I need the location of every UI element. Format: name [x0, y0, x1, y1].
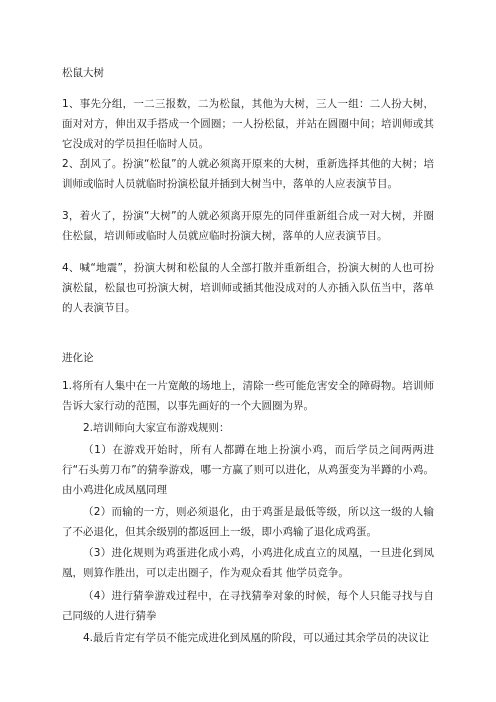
section-title-evolution: 进化论: [62, 352, 94, 364]
paragraph-evolution-7: 4.最后肯定有学员不能完成进化到凤凰的阶段，可以通过其余学员的决议让: [83, 632, 430, 644]
paragraph-evolution-2: 2.培训师向大家宣布游戏规则：: [83, 422, 230, 434]
paragraph-evolution-5: （3）进化规则为鸡蛋进化成小鸡，小鸡进化成直立的凤凰，一旦进化到凤凰，则算作胜出，可以走出圈子，作为观众看其 他学员竞争。: [62, 547, 434, 579]
paragraph-squirrel-3: 3，着火了，扮演“大树”的人就必须离开原先的同伴重新组合成一对大树，并圈住松鼠，培训师或临时人员就应临时扮演大树，落单的人应表演节目。: [62, 210, 434, 242]
paragraph-evolution-3: （1）在游戏开始时，所有人都蹲在地上扮演小鸡，而后学员之间两两进行“石头剪刀布”的猜拳游戏，哪一方赢了则可以进化，从鸡蛋变为半蹲的小鸡。由小鸡进化成凤凰同理: [62, 444, 434, 496]
paragraph-evolution-4: （2）而输的一方，则必须退化，由于鸡蛋是最低等级，所以这一级的人输了不必退化，但其余级别的都返回上一级，即小鸡输了退化成鸡蛋。: [62, 506, 434, 538]
paragraph-evolution-6: （4）进行猜拳游戏过程中，在寻找猜拳对象的时候，每个人只能寻找与自己同级的人进行猜拳: [62, 590, 434, 622]
paragraph-squirrel-1: 1、事先分组，一二三报数，二为松鼠，其他为大树，三人一组：二人扮大树，面对对方，伸出双手搭成一个圆圈；一人扮松鼠，并站在圆圈中间；培训师或其它没成对的学员担任临时人员。: [62, 98, 434, 150]
paragraph-squirrel-4: 4、喊“地震”，扮演大树和松鼠的人全部打散并重新组合，扮演大树的人也可扮演松鼠，松鼠也可扮演大树，培训师或插其他没成对的人亦插入队伍当中，落单的人表演节目。: [62, 262, 434, 314]
paragraph-evolution-1: 1.将所有人集中在一片宽敞的场地上，清除一些可能危害安全的障碍物。培训师告诉大家行动的范围，以事先画好的一个大圆圈为界。: [62, 380, 434, 412]
section-title-squirrel-tree: 松鼠大树: [62, 67, 104, 79]
paragraph-squirrel-2: 2、刮风了。扮演“松鼠”的人就必须离开原来的大树，重新选择其他的大树；培训师或临时人员就临时扮演松鼠并插到大树当中，落单的人应表演节目。: [62, 158, 434, 190]
